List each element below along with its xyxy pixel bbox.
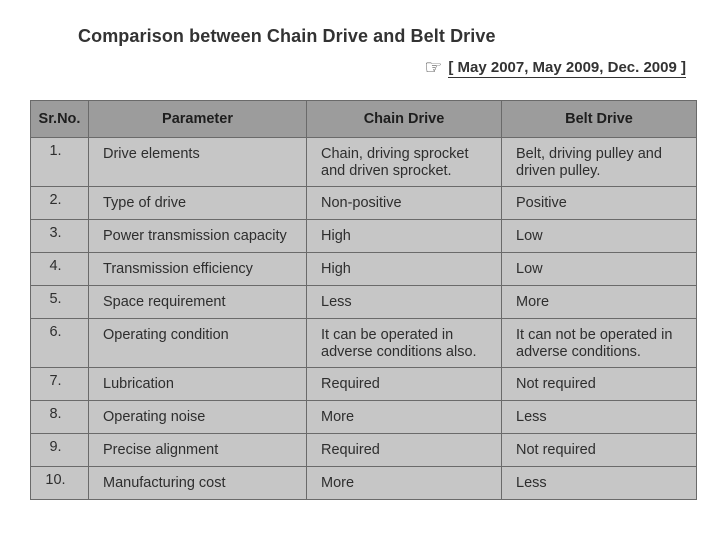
cell-sr-no: 1. xyxy=(31,138,89,187)
cell-sr-no: 10. xyxy=(31,467,89,500)
header-parameter: Parameter xyxy=(89,101,307,138)
page-title: Comparison between Chain Drive and Belt Drive xyxy=(78,26,496,46)
cell-parameter: Type of drive xyxy=(89,187,307,220)
header-sr-no: Sr.No. xyxy=(31,101,89,138)
cell-sr-no: 7. xyxy=(31,368,89,401)
cell-sr-no: 8. xyxy=(31,401,89,434)
cell-chain-drive: Chain, driving sprocket and driven sprocket. xyxy=(307,138,502,187)
cell-chain-drive: Required xyxy=(307,368,502,401)
cell-belt-drive: Belt, driving pulley and driven pulley. xyxy=(502,138,697,187)
cell-parameter: Transmission efficiency xyxy=(89,253,307,286)
header-chain-drive: Chain Drive xyxy=(307,101,502,138)
cell-parameter: Space requirement xyxy=(89,286,307,319)
table-row xyxy=(31,138,697,187)
cell-chain-drive: High xyxy=(307,220,502,253)
exam-reference xyxy=(424,58,686,78)
table-row xyxy=(31,187,697,220)
table-row xyxy=(31,253,697,286)
cell-belt-drive: Less xyxy=(502,401,697,434)
pointing-hand-icon: ☞ xyxy=(424,57,443,79)
cell-parameter: Precise alignment xyxy=(89,434,307,467)
cell-chain-drive: It can be operated in adverse conditions also. xyxy=(307,319,502,368)
reference-text: [ May 2007, May 2009, Dec. 2009 ] xyxy=(448,58,686,76)
cell-parameter: Power transmission capacity xyxy=(89,220,307,253)
cell-sr-no: 6. xyxy=(31,319,89,368)
cell-parameter: Operating condition xyxy=(89,319,307,368)
table-row xyxy=(31,319,697,368)
table-row xyxy=(31,286,697,319)
cell-chain-drive: More xyxy=(307,401,502,434)
cell-chain-drive: Required xyxy=(307,434,502,467)
table-row xyxy=(31,401,697,434)
cell-sr-no: 2. xyxy=(31,187,89,220)
table-row xyxy=(31,220,697,253)
cell-chain-drive: Non-positive xyxy=(307,187,502,220)
cell-parameter: Lubrication xyxy=(89,368,307,401)
table-row xyxy=(31,434,697,467)
cell-belt-drive: Less xyxy=(502,467,697,500)
cell-belt-drive: Positive xyxy=(502,187,697,220)
table-header-row xyxy=(31,101,697,138)
cell-sr-no: 4. xyxy=(31,253,89,286)
cell-chain-drive: High xyxy=(307,253,502,286)
cell-parameter: Manufacturing cost xyxy=(89,467,307,500)
cell-belt-drive: Low xyxy=(502,253,697,286)
header-belt-drive: Belt Drive xyxy=(502,101,697,138)
comparison-table xyxy=(30,100,697,500)
table-row xyxy=(31,368,697,401)
cell-belt-drive: More xyxy=(502,286,697,319)
table-row xyxy=(31,467,697,500)
cell-belt-drive: Not required xyxy=(502,368,697,401)
cell-sr-no: 5. xyxy=(31,286,89,319)
cell-chain-drive: More xyxy=(307,467,502,500)
cell-sr-no: 9. xyxy=(31,434,89,467)
cell-parameter: Operating noise xyxy=(89,401,307,434)
cell-chain-drive: Less xyxy=(307,286,502,319)
cell-belt-drive: Not required xyxy=(502,434,697,467)
cell-sr-no: 3. xyxy=(31,220,89,253)
cell-parameter: Drive elements xyxy=(89,138,307,187)
table-body xyxy=(31,138,697,500)
cell-belt-drive: It can not be operated in adverse conditions. xyxy=(502,319,697,368)
cell-belt-drive: Low xyxy=(502,220,697,253)
